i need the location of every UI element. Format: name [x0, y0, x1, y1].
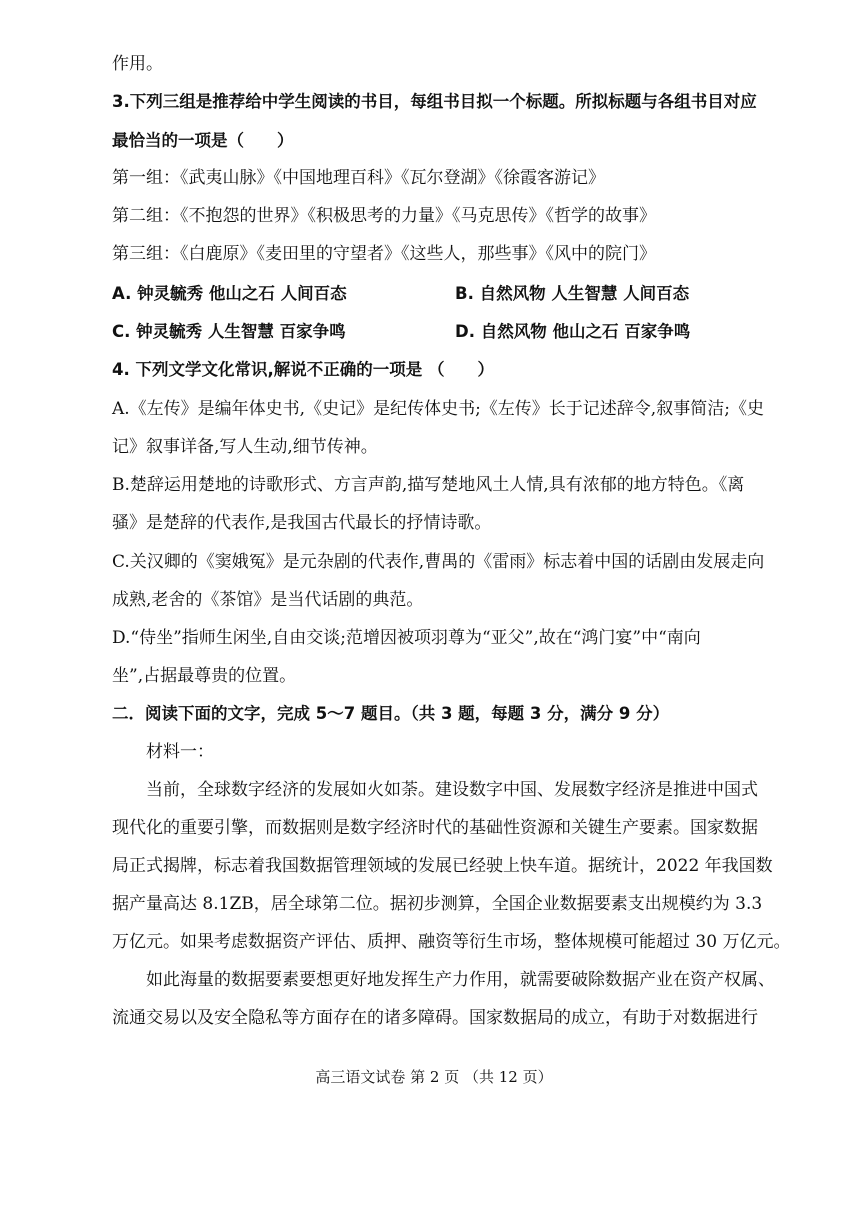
book-group-2: 第二组：《不抱怨的世界》《积极思考的力量》《马克思传》《哲学的故事》 — [112, 206, 656, 226]
book-group-3: 第三组：《白鹿原》《麦田里的守望者》《这些人，那些事》《风中的院门》 — [112, 244, 656, 264]
passage-line-3: 局正式揭牌，标志着我国数据管理领域的发展已经驶上快车道。据统计，2022 年我国数 — [112, 856, 773, 876]
passage-line-1: 当前，全球数字经济的发展如火如荼。建设数字中国、发展数字经济是推进中国式 — [146, 780, 758, 800]
q4-option-c-line-1: C.关汉卿的《窦娥冤》是元杂剧的代表作,曹禺的《雷雨》标志着中国的话剧由发展走向 — [112, 552, 765, 572]
q3-option-c: C. 钟灵毓秀 人生智慧 百家争鸣 — [112, 322, 346, 341]
q4-option-d-line-1: D.“侍坐”指师生闲坐,自由交谈;范增因被项羽尊为“亚父”,故在“鸿门宴”中“南向 — [112, 628, 701, 648]
q4-option-a-line-1: A.《左传》是编年体史书,《史记》是纪传体史书;《左传》长于记述辞令,叙事简洁;《史 — [112, 399, 764, 419]
passage-line-6: 如此海量的数据要素要想更好地发挥生产力作用，就需要破除数据产业在资产权属、 — [146, 970, 775, 990]
question-3-stem: 3.下列三组是推荐给中学生阅读的书目，每组书目拟一个标题。所拟标题与各组书目对应 — [112, 92, 757, 111]
q3-option-b: B. 自然风物 人生智慧 人间百态 — [455, 284, 690, 303]
book-group-1: 第一组：《武夷山脉》《中国地理百科》《瓦尔登湖》《徐霞客游记》 — [112, 168, 605, 188]
q4-option-b-line-2: 骚》是楚辞的代表作,是我国古代最长的抒情诗歌。 — [112, 513, 492, 533]
q3-options-row-2 — [112, 320, 776, 344]
q4-option-a-line-2: 记》叙事详备,写人生动,细节传神。 — [112, 437, 378, 457]
q4-option-d-line-2: 坐”,占据最尊贵的位置。 — [112, 666, 297, 686]
passage-line-2: 现代化的重要引擎，而数据则是数字经济时代的基础性资源和关键生产要素。国家数据 — [112, 818, 758, 838]
passage-line-7: 流通交易以及安全隐私等方面存在的诸多障碍。国家数据局的成立，有助于对数据进行 — [112, 1008, 758, 1028]
q3-options-row-1 — [112, 282, 776, 306]
passage-line-4: 据产量高达 8.1ZB，居全球第二位。据初步测算，全国企业数据要素支出规模约为 3.3 — [112, 894, 763, 914]
q4-option-b-line-1: B.楚辞运用楚地的诗歌形式、方言声韵,描写楚地风土人情,具有浓郁的地方特色。《离 — [112, 475, 745, 495]
question-4-stem: 4. 下列文学文化常识,解说不正确的一项是 （ ） — [112, 360, 495, 379]
material-1-label: 材料一： — [146, 742, 214, 762]
q3-option-a: A. 钟灵毓秀 他山之石 人间百态 — [112, 284, 347, 303]
q4-option-c-line-2: 成熟,老舍的《茶馆》是当代话剧的典范。 — [112, 590, 424, 610]
page-footer: 高三语文试卷 第 2 页 （共 12 页） — [315, 1068, 553, 1086]
q3-option-d: D. 自然风物 他山之石 百家争鸣 — [455, 322, 691, 341]
passage-line-5: 万亿元。如果考虑数据资产评估、质押、融资等衍生市场，整体规模可能超过 30 万亿元。 — [112, 932, 791, 952]
question-3-stem-cont: 最恰当的一项是（ ） — [112, 131, 294, 150]
section-2-heading: 二．阅读下面的文字，完成 5～7 题目。（共 3 题，每题 3 分，满分 9 分） — [112, 704, 670, 723]
continuation-text: 作用。 — [112, 54, 163, 74]
